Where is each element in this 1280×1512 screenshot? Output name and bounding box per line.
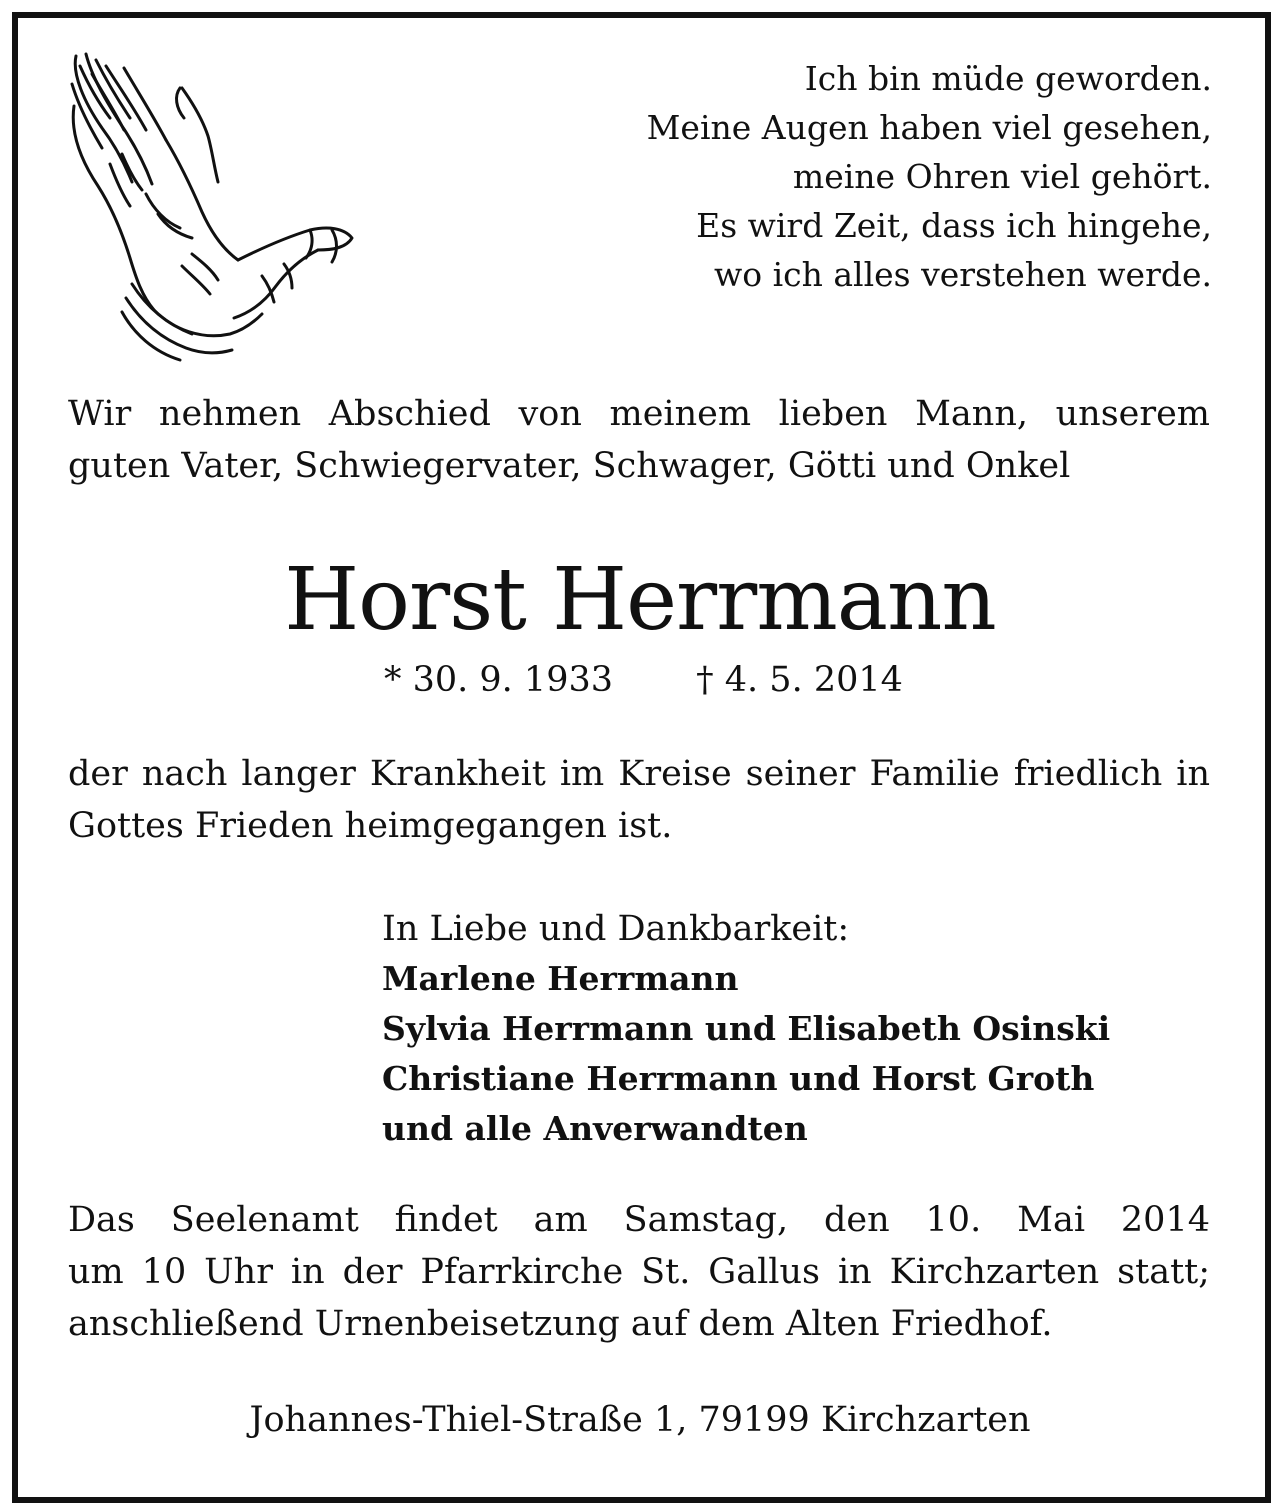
mourner-name: Christiane Herrmann und Horst Groth	[382, 1059, 1095, 1098]
farewell-line: Wir nehmen Abschied von meinem lieben Mann, unserem	[68, 394, 1210, 434]
poem-line: wo ich alles verstehen werde.	[713, 255, 1212, 294]
mourners-heading: In Liebe und Dankbarkeit:	[382, 909, 850, 949]
deceased-name: Horst Herrmann	[284, 550, 996, 650]
mourner-name: Sylvia Herrmann und Elisabeth Osinski	[382, 1009, 1111, 1048]
mourners-block	[382, 904, 1110, 1154]
poem-line: Es wird Zeit, dass ich hingehe,	[696, 206, 1212, 245]
praying-hands-icon	[62, 44, 362, 364]
passing-line: Gottes Frieden heimgegangen ist.	[68, 806, 673, 846]
poem	[647, 54, 1212, 299]
service-paragraph	[68, 1194, 1210, 1350]
mourner-name: Marlene Herrmann	[382, 959, 739, 998]
farewell-line: guten Vater, Schwiegervater, Schwager, Götti und Onkel	[68, 446, 1071, 486]
service-line: um 10 Uhr in der Pfarrkirche St. Gallus in Kirchzarten statt;	[68, 1252, 1210, 1292]
poem-line: Ich bin müde geworden.	[804, 59, 1212, 98]
mourner-name: und alle Anverwandten	[382, 1109, 808, 1148]
birth-date: * 30. 9. 1933	[384, 660, 614, 700]
family-address: Johannes-Thiel-Straße 1, 79199 Kirchzarten	[249, 1400, 1031, 1440]
farewell-paragraph	[68, 388, 1210, 492]
life-dates	[384, 654, 903, 706]
poem-line: Meine Augen haben viel gesehen,	[646, 108, 1212, 147]
poem-line: meine Ohren viel gehört.	[792, 157, 1212, 196]
passing-paragraph	[68, 748, 1210, 852]
service-line: anschließend Urnenbeisetzung auf dem Alten Friedhof.	[68, 1304, 1053, 1344]
passing-line: der nach langer Krankheit im Kreise seiner Familie friedlich in	[68, 754, 1210, 794]
death-date: † 4. 5. 2014	[696, 660, 903, 700]
service-line: Das Seelenamt findet am Samstag, den 10. Mai 2014	[68, 1200, 1210, 1240]
